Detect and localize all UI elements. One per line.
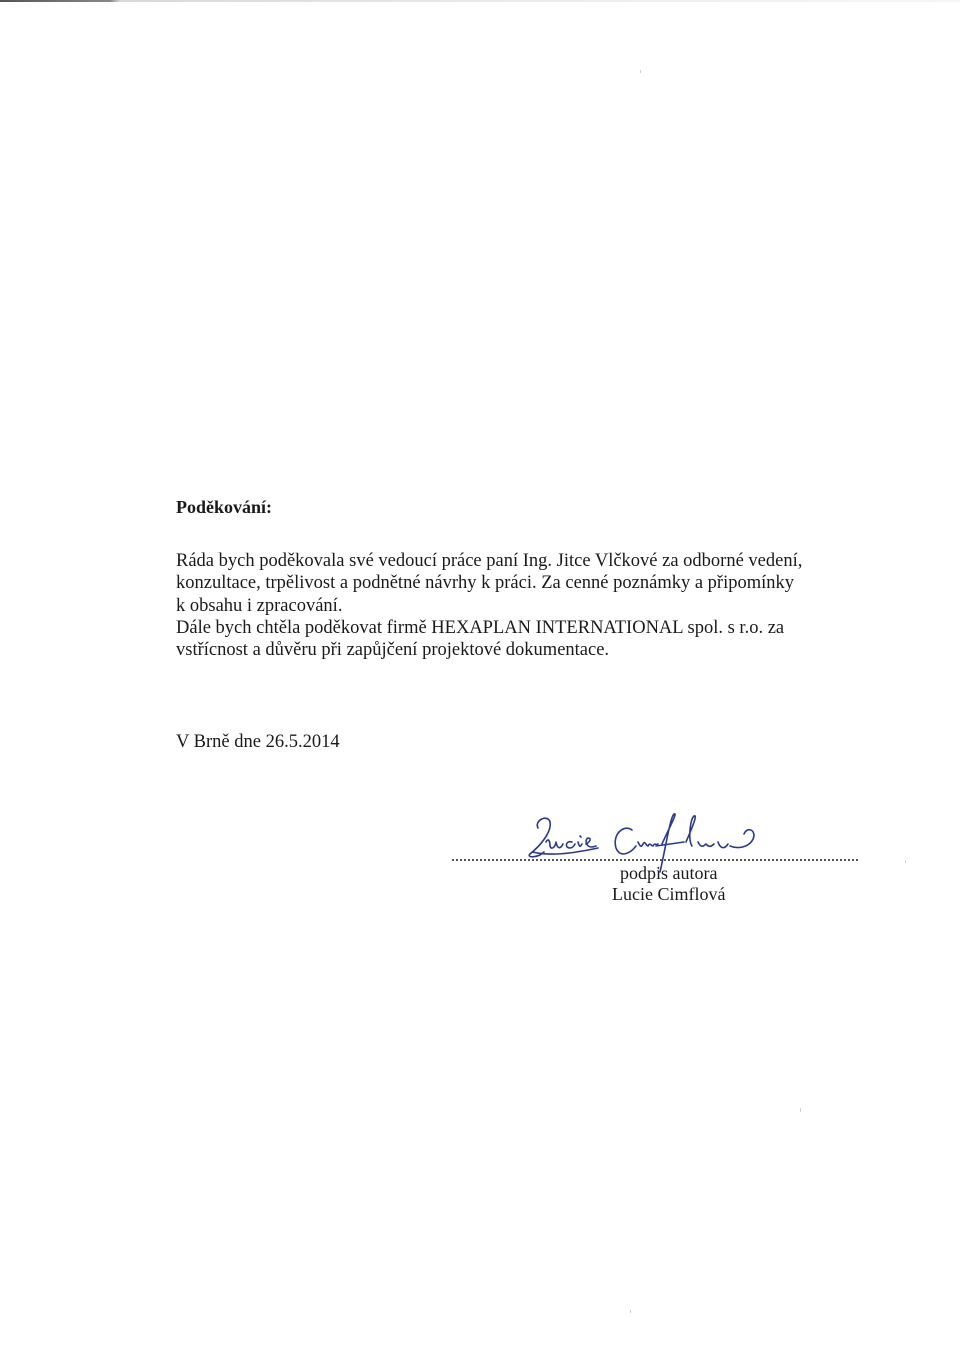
scan-speck: [905, 860, 906, 863]
scan-speck: [630, 1310, 631, 1313]
signature-block: [452, 806, 862, 916]
acknowledgement-paragraph-1: [176, 550, 802, 617]
scan-speck: [640, 70, 641, 73]
acknowledgement-paragraph-2: [176, 617, 784, 662]
scan-edge-line: [0, 0, 960, 2]
scan-speck: [800, 1108, 801, 1112]
paragraph-line: vstřícnost a důvěru při zapůjčení projektové dokumentace.: [176, 640, 610, 661]
signature-line: [452, 859, 858, 861]
signature-label: podpis autora: [619, 863, 718, 883]
paragraph-line: konzultace, trpělivost a podnětné návrhy k práci. Za cenné poznámky a připomínky: [176, 573, 794, 594]
signature-caption: [612, 863, 725, 905]
paragraph-line: Ráda bych poděkovala své vedoucí práce paní Ing. Jitce Vlčkové za odborné vedení,: [176, 551, 803, 571]
paragraph-line: k obsahu i zpracování.: [176, 595, 343, 616]
place-and-date: V Brně dne 26.5.2014: [176, 732, 340, 752]
author-name: Lucie Cimflová: [612, 884, 726, 904]
heading: Poděkování:: [176, 497, 273, 517]
paragraph-line: Dále bych chtěla poděkovat firmě HEXAPLAN INTERNATIONAL spol. s r.o. za: [176, 618, 785, 638]
